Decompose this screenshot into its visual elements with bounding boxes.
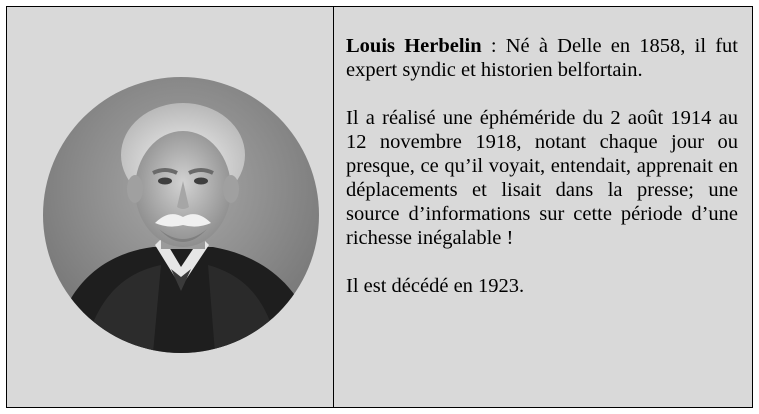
- person-name: Louis Herbelin: [346, 35, 482, 57]
- name-separator: :: [481, 35, 506, 57]
- bio-intro-paragraph: [346, 34, 738, 82]
- bio-text-cell: [334, 7, 752, 407]
- bio-intro-text: Né à Delle en 1858, il fut expert syndic et historien belfortain.: [346, 35, 738, 81]
- photo-cell: [7, 7, 334, 407]
- bio-death-paragraph: Il est décédé en 1923.: [346, 275, 525, 297]
- bio-table: [6, 6, 753, 408]
- portrait-photo: [43, 77, 319, 353]
- bio-ephemeris-paragraph: Il a réalisé une éphéméride du 2 août 1914 au 12 novembre 1918, notant chaque jour ou presque, ce qu’il voyait, entendait, apprenait en déplacements et lisait dans la presse; une source d’informations sur cette période d’une richesse inégalable !: [346, 107, 738, 249]
